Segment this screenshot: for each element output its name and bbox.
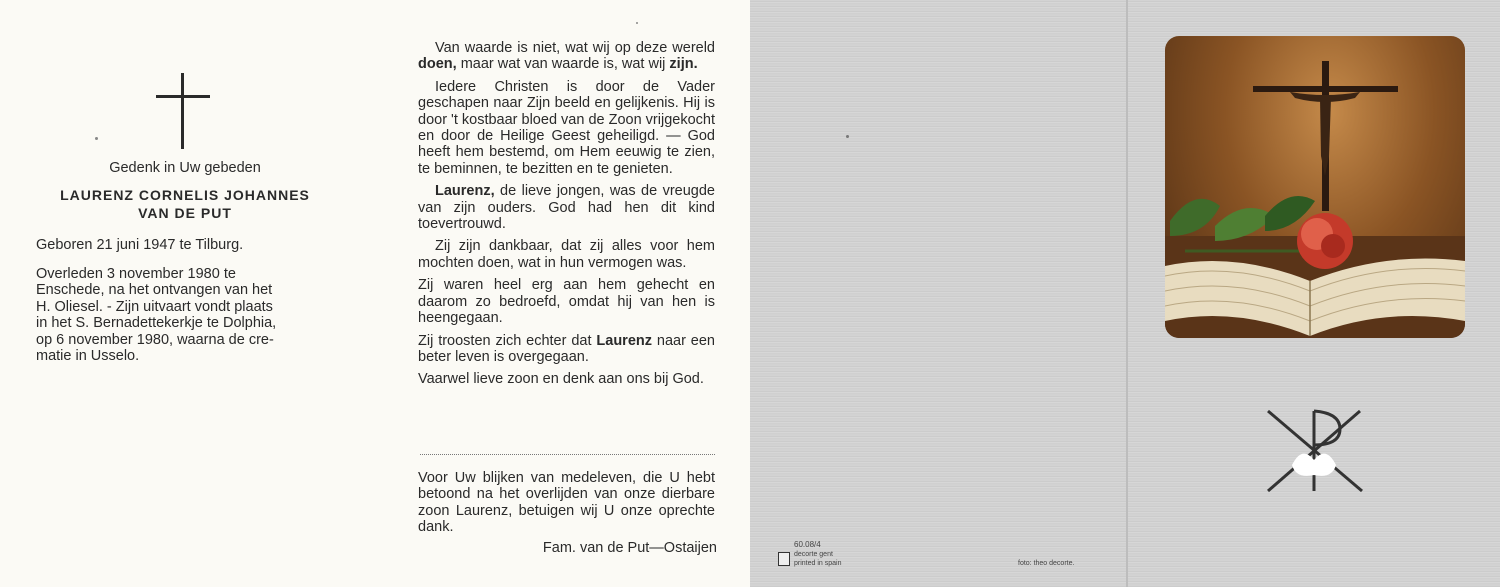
chi-rho-icon (1262, 405, 1366, 495)
printed-text: printed in spain (794, 560, 842, 567)
divider (420, 454, 715, 455)
reflection-text (418, 40, 715, 394)
back-panel (750, 0, 1128, 587)
death-line: H. Oliesel. - Zijn uitvaart vondt plaats (36, 298, 273, 315)
thanks-paragraph: Voor Uw blijken van medeleven, die U hebt betoond na het overlijden van onze dierbare zoon Laurenz, betuigen wij U onze oprechte dank. (418, 470, 715, 536)
publisher-text: decorte gent (794, 551, 833, 558)
deceased-name-line1: LAURENZ CORNELIS JOHANNES (60, 187, 310, 203)
photo-credit: foto: theo decorte. (1018, 560, 1075, 567)
death-text (36, 266, 346, 364)
paper-speck (846, 135, 849, 138)
paragraph-6: Zij troosten zich echter dat Laurenz naar een beter leven is overgegaan. (418, 332, 715, 365)
death-line: in het S. Bernadettekerkje te Dolphia, (36, 315, 277, 332)
publisher-logo-icon (778, 552, 790, 566)
paragraph-2: Iedere Christen is door de Vader geschapen naar Zijn beeld en gelijkenis. Hij is door 't kostbaar bloed van de Zoon vrijgekocht en door de Heilige Geest geheiligd. — God heeft hem bestemd, om Hem eeuwig te zien, te beminnen, te bezitten en te genieten. (418, 78, 715, 177)
paragraph-4: Zij zijn dankbaar, dat zij alles voor hem mochten doen, wat in hun vermogen was. (418, 238, 715, 271)
paper-speck (636, 22, 638, 24)
latin-cross-icon (181, 73, 184, 149)
thanks-text (418, 470, 715, 536)
paragraph-1: Van waarde is niet, wat wij op deze wereld doen, maar wat van waarde is, wat wij zijn. (418, 40, 715, 73)
death-line: op 6 november 1980, waarna de cre- (36, 331, 274, 348)
latin-cross-icon-bar (156, 95, 210, 98)
family-signature: Fam. van de Put—Ostaijen (542, 540, 717, 556)
paper-speck (95, 137, 98, 140)
deceased-name-line2: VAN DE PUT (138, 205, 232, 221)
paragraph-5: Zij waren heel erg aan hem gehecht en daarom zo bedroefd, omdat hij van hen is heengegaan. (418, 277, 715, 327)
death-line: Enschede, na het ontvangen van het (36, 282, 273, 299)
paragraph-7: Vaarwel lieve zoon en denk aan ons bij God. (418, 371, 704, 388)
death-line: Overleden 3 november 1980 te (36, 266, 236, 282)
death-line: matie in Usselo. (36, 348, 140, 365)
crucifix-photo (1165, 36, 1465, 338)
paragraph-3: Laurenz, de lieve jongen, was de vreugde van zijn ouders. God had hen dit kind toevertrouwd. (418, 183, 715, 233)
card-code: 60.08/4 (794, 540, 821, 549)
intro-text: Gedenk in Uw gebeden (109, 160, 261, 176)
inside-left-panel (0, 0, 375, 587)
birth-text: Geboren 21 juni 1947 te Tilburg. (36, 237, 244, 253)
